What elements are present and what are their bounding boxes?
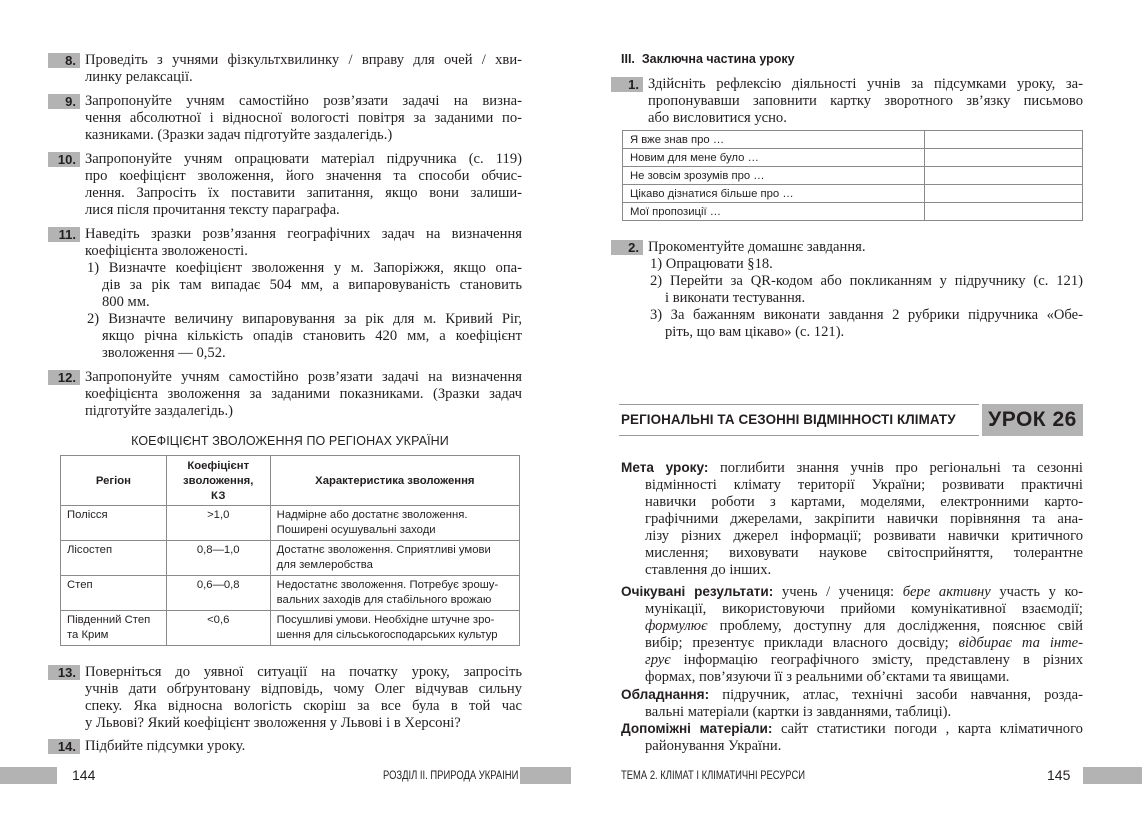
lesson-number-badge: УРОК 26 <box>982 404 1083 436</box>
feedback-answer-cell[interactable] <box>925 203 1083 221</box>
divider <box>619 404 979 405</box>
section-heading: ІІІ. Заключна частина уроку <box>621 52 795 66</box>
task-item-1: 1. Здійсніть рефлексію діяльності учнів за підсумками уроку, за- пропонувавши заповнити картку зворотного зв’язку письмово або висловитися усно. <box>611 76 1083 127</box>
column-header-description: Характеристика зволоження <box>270 456 519 506</box>
table-row <box>623 203 1083 221</box>
task-item-10: 10. Запропонуйте учням опрацювати матеріал підручника (с. 119) про коефіцієнт зволоження, його значення та способи обчис- лення. Запросіть їх поставити запитання, якщо вони залиши- лися після прочитання тексту параграфа. <box>48 151 522 219</box>
page-number: 144 <box>72 767 96 783</box>
subtask-2: 2) Визначте величину випаровування за рік для м. Кривий Ріг, якщо річна кількість опадів становить 420 мм, а коефіцієнт зволоження — 0,52. <box>87 311 522 361</box>
table-row <box>61 506 520 541</box>
feedback-answer-cell[interactable] <box>925 185 1083 203</box>
column-header-region: Регіон <box>61 456 167 506</box>
humidity-coefficient-table <box>60 455 520 646</box>
cell-region: Південний Степ та Крим <box>61 611 167 646</box>
feedback-card-table <box>622 130 1083 221</box>
table-title: КОЕФІЦІЄНТ ЗВОЛОЖЕННЯ ПО РЕГІОНАХ УКРАЇНИ <box>131 434 449 448</box>
task-number: 11. <box>48 227 80 242</box>
feedback-answer-cell[interactable] <box>925 131 1083 149</box>
task-number: 1. <box>611 77 643 92</box>
equipment: Обладнання: підручник, атлас, технічні засоби навчання, розда- вальні матеріали (картки із завданнями, таблиці). <box>621 687 1083 720</box>
cell-kz: 0,8—1,0 <box>166 541 270 576</box>
footer-section-title: РОЗДІЛ ІІ. ПРИРОДА УКРАЇНИ <box>383 770 519 782</box>
cell-description: Посушливі умови. Необхідне штучне зро- шення для сільськогосподарських культур <box>270 611 519 646</box>
feedback-prompt: Цікаво дізнатися більше про … <box>623 185 925 203</box>
task-item-8: 8. Проведіть з учнями фізкультхвилинку / вправу для очей / хви- линку релаксації. <box>48 52 522 86</box>
task-number: 13. <box>48 665 80 680</box>
task-item-2: 2. Прокоментуйте домашнє завдання. 1) Опрацювати §18. 2) Перейти за QR-кодом або покликанням у підручнику (с. 121) і виконати тестування. 3) За бажанням виконати завдання 2 рубрики підручника «Обе- ріть, що вам цікаво» (с. 121). <box>611 239 1083 341</box>
column-header-kz: Коефіцієнт зволоження, КЗ <box>166 456 270 506</box>
table-row <box>61 576 520 611</box>
page-number: 145 <box>1047 767 1071 783</box>
table-row <box>623 149 1083 167</box>
materials-label: Допоміжні матеріали: <box>621 721 773 736</box>
table-row <box>623 131 1083 149</box>
lesson-title: РЕГІОНАЛЬНІ ТА СЕЗОННІ ВІДМІННОСТІ КЛІМАТУ <box>621 412 956 427</box>
lesson-goal: Мета уроку: поглибити знання учнів про регіональні та сезонні відмінності клімату території України; розвивати практичні навички роботи з картами, моделями, електронними карто- графічними джерелами, закріпити навички порівняння та ана- лізу різних джерел інформації; розвивати навички критичного мислення; виховувати наукове світосприйняття, толерантне ставлення до інших. <box>621 460 1083 578</box>
task-number: 8. <box>48 53 80 68</box>
feedback-prompt: Новим для мене було … <box>623 149 925 167</box>
divider <box>619 435 979 436</box>
task-item-11: 11. Наведіть зразки розв’язання географічних задач на визначення коефіцієнта зволоженості. 1) Визначте коефіцієнт зволоження у м. Запоріжжя, якщо опа- дів за рік там випадає 504 мм, а випаровуваність становить 800 мм. 2) Визначте величину випаровування за рік для м. Кривий Ріг, якщо річна кількість опадів становить 420 мм, а коефіцієнт зволоження — 0,52. <box>48 226 522 362</box>
table-row <box>623 167 1083 185</box>
supplementary-materials: Допоміжні матеріали: сайт статистики погоди , карта кліматичного районування України. <box>621 721 1083 754</box>
task-number: 9. <box>48 94 80 109</box>
homework-1: 1) Опрацювати §18. <box>650 256 773 272</box>
cell-description: Достатнє зволоження. Сприятливі умови для землеробства <box>270 541 519 576</box>
feedback-answer-cell[interactable] <box>925 149 1083 167</box>
task-item-9: 9. Запропонуйте учням самостійно розв’язати задачі на визна- чення абсолютної і відносної вологості повітря за заданими по- казниками. (Зразки задач підготуйте заздалегідь.) <box>48 93 522 144</box>
footer-topic-title: ТЕМА 2. КЛІМАТ І КЛІМАТИЧНІ РЕСУРСИ <box>621 770 806 782</box>
task-number: 14. <box>48 739 80 754</box>
cell-region: Полісся <box>61 506 167 541</box>
cell-description: Недостатнє зволоження. Потребує зрошу- вальних заходів для стабільного врожаю <box>270 576 519 611</box>
task-number: 10. <box>48 152 80 167</box>
cell-kz: >1,0 <box>166 506 270 541</box>
cell-kz: <0,6 <box>166 611 270 646</box>
table-row <box>61 541 520 576</box>
table-row <box>623 185 1083 203</box>
feedback-prompt: Не зовсім зрозумів про … <box>623 167 925 185</box>
task-item-12: 12. Запропонуйте учням самостійно розв’язати задачі на визначення коефіцієнта зволоження за заданими показниками. (Зразки задач підготуйте заздалегідь.) <box>48 369 522 420</box>
task-number: 12. <box>48 370 80 385</box>
goal-label: Мета уроку: <box>621 460 709 475</box>
cell-description: Надмірне або достатнє зволоження. Поширені осушувальні заходи <box>270 506 519 541</box>
subtask-1: 1) Визначте коефіцієнт зволоження у м. Запоріжжя, якщо опа- дів за рік там випадає 504 мм, а випаровуваність становить 800 мм. <box>87 260 522 310</box>
results-label: Очікувані результати: <box>621 584 774 599</box>
table-row <box>61 611 520 646</box>
footer-bar-right-edge <box>1083 767 1142 784</box>
footer-bar-left-edge <box>0 767 57 784</box>
cell-region: Степ <box>61 576 167 611</box>
expected-results: Очікувані результати: учень / учениця: бере активну участь у ко- мунікації, використовуючи прийоми комунікативної взаємодії; формулює проблему, доступну для дослідження, пояснює свій вибір; презентує приклади власного досвіду; відбирає та інте- грує інформацію географічного змісту, представлену в різних формах, пов’язуючи її з реальними об’єктами та явищами. <box>621 584 1084 685</box>
cell-kz: 0,6—0,8 <box>166 576 270 611</box>
cell-region: Лісостеп <box>61 541 167 576</box>
homework-2: 2) Перейти за QR-кодом або покликанням у підручнику (с. 121) і виконати тестування. <box>650 273 1083 306</box>
feedback-answer-cell[interactable] <box>925 167 1083 185</box>
feedback-prompt: Я вже знав про … <box>623 131 925 149</box>
task-item-14: 14. Підбийте підсумки уроку. <box>48 738 522 755</box>
task-item-13: 13. Поверніться до уявної ситуації на початку уроку, запросіть учнів дати обґрунтовану відповідь, чому Олег відчував сильну спеку. Яка відносна вологість скоріш за все була в той час у Львові? Який коефіцієнт зволоження у Львові і в Херсоні? <box>48 664 522 732</box>
lesson-header <box>619 404 1083 436</box>
equipment-label: Обладнання: <box>621 687 710 702</box>
footer-bar-center <box>520 767 571 784</box>
feedback-prompt: Мої пропозиції … <box>623 203 925 221</box>
task-number: 2. <box>611 240 643 255</box>
homework-3: 3) За бажанням виконати завдання 2 рубрики підручника «Обе- ріть, що вам цікаво» (с. 121). <box>650 307 1083 340</box>
